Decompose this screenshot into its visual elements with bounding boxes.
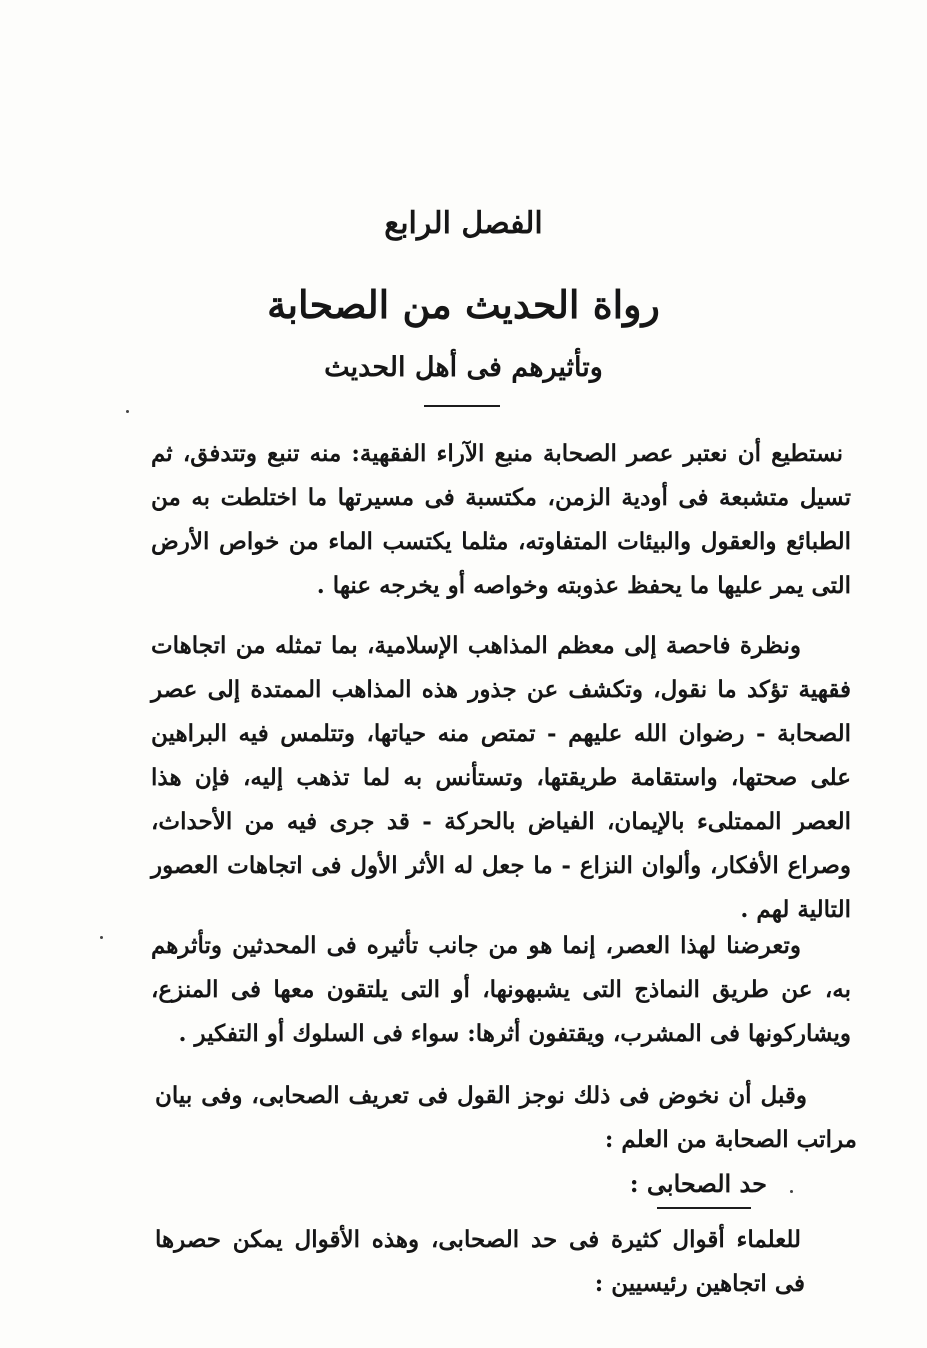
chapter-label: الفصل الرابع — [384, 206, 543, 241]
chapter-subtitle: وتأثيرهم فى أهل الحديث — [324, 352, 603, 383]
title-divider — [424, 405, 500, 407]
paragraph-1: نستطيع أن نعتبر عصر الصحابة منبع الآراء الفقهية: منه تنبع وتتدفق، ثم تسيل متشبعة فى أودية الزمن، مكتسبة فى مسيرتها ما اختلطت به من الطبائع والعقول والبيئات المتفاوته، مثلما يكتسب الماء من خواص الأرض التى يمر عليها ما يحفظ عذوبته وخواصه أو يخرجه عنها . — [151, 440, 851, 599]
section-paragraph: للعلماء أقوال كثيرة فى حد الصحابى، وهذه الأقوال يمكن حصرها فى اتجاهين رئيسيين : — [155, 1226, 805, 1297]
chapter-title: رواة الحديث من الصحابة — [267, 282, 660, 327]
scan-speck — [126, 410, 129, 413]
paragraph-4: وقبل أن نخوض فى ذلك نوجز القول فى تعريف الصحابى، وفى بيان مراتب الصحابة من العلم : — [155, 1082, 857, 1153]
paragraph-2: ونظرة فاحصة إلى معظم المذاهب الإسلامية، بما تمثله من اتجاهات فقهية تؤكد ما نقول، وتكشف عن جذور هذه المذاهب الممتدة إلى عصر الصحابة - رضوان الله عليهم - تمتص منه حياتها، وتتلمس فيه البراهين على صحتها، واستقامة طريقتها، وتستأنس به لما تذهب إليه، فإن هذا العصر الممتلىء بالإيمان، الفياض بالحركة - قد جرى فيه من الأحداث، وصراع الأفكار، وألوان النزاع - ما جعل له الأثر الأول فى اتجاهات العصور التالية لهم . — [151, 632, 851, 923]
scan-speck — [100, 936, 103, 939]
section-heading-underline — [657, 1207, 751, 1209]
scan-speck — [790, 1190, 793, 1193]
section-heading: حد الصحابى : — [629, 1169, 767, 1198]
paragraph-3: وتعرضنا لهذا العصر، إنما هو من جانب تأثيره فى المحدثين وتأثرهم به، عن طريق النماذج التى يشبهونها، أو التى يلتقون معها فى المنزع، ويشاركونها فى المشرب، ويقتفون أثرها: سواء فى السلوك أو التفكير . — [151, 932, 851, 1047]
